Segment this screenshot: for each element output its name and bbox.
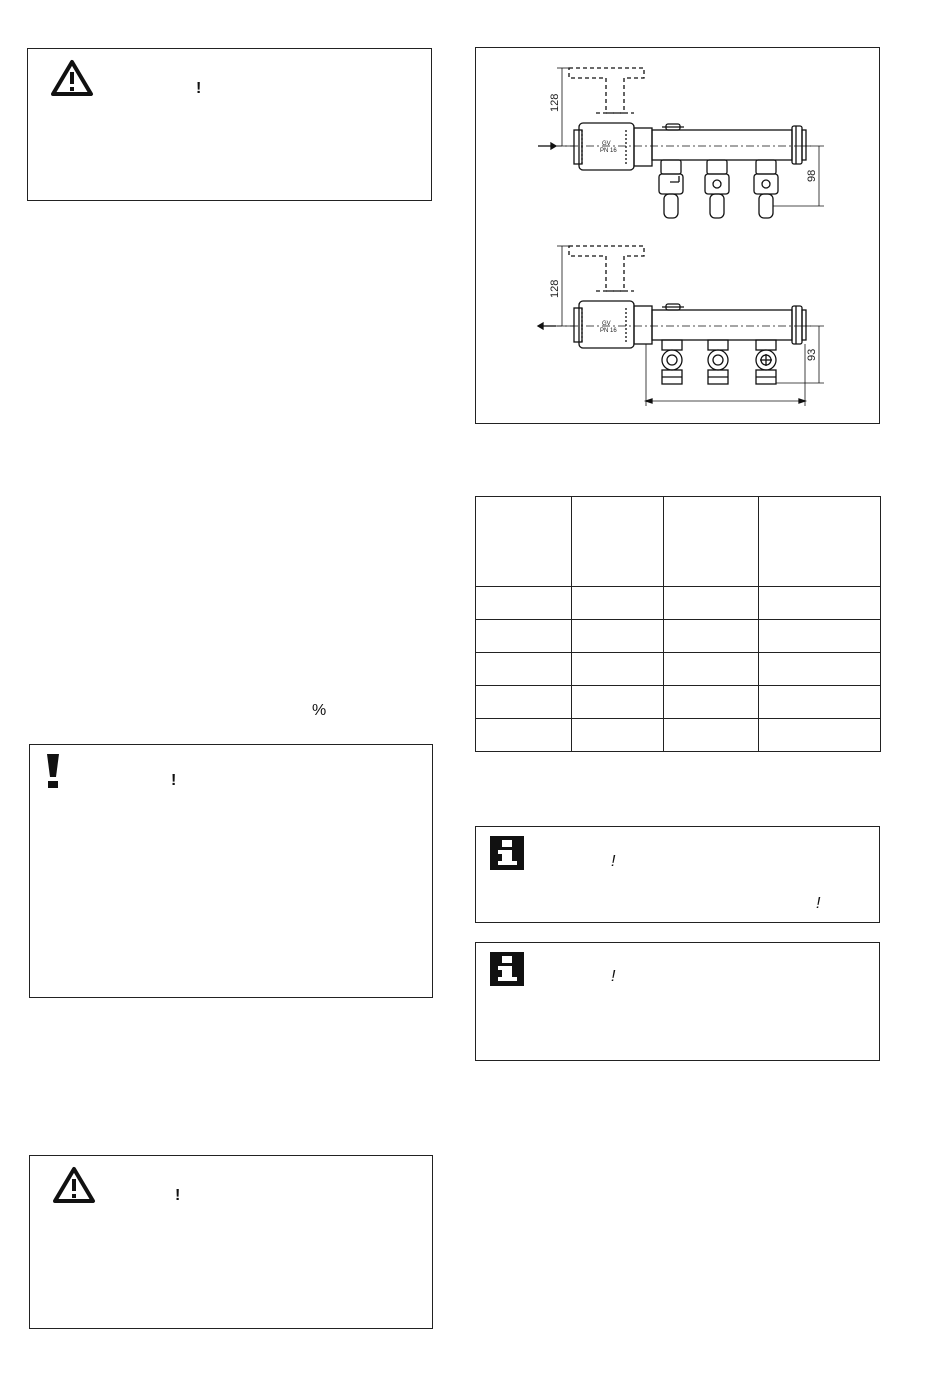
spec-table: [475, 496, 881, 752]
top-height-dimension: 128: [549, 93, 561, 112]
bottom-manifold: [538, 246, 824, 406]
table-row: [476, 686, 881, 719]
bottom-height-dimension: 128: [549, 279, 561, 298]
warning-box-bottom: [29, 1155, 433, 1329]
table-cell: [572, 587, 664, 620]
table-cell: [572, 686, 664, 719]
table-cell: [572, 719, 664, 752]
table-header-cell: [572, 497, 664, 587]
table-cell: [759, 686, 881, 719]
table-cell: [664, 719, 759, 752]
warning-box-top: [27, 48, 432, 201]
percent-sign: %: [312, 702, 327, 719]
warning-triangle-icon: [52, 1166, 96, 1204]
table-header-cell: [664, 497, 759, 587]
table-cell: [572, 620, 664, 653]
top-manifold: [538, 68, 824, 218]
info-box-top: [475, 826, 880, 923]
table-cell: [476, 686, 572, 719]
info-exclamation-title: !: [611, 853, 616, 870]
table-cell: [476, 620, 572, 653]
table-cell: [759, 653, 881, 686]
bottom-valve-marking-2: PN 16: [600, 328, 617, 334]
table-cell: [476, 587, 572, 620]
caution-exclamation: !: [171, 772, 177, 789]
table-row: [476, 620, 881, 653]
table-header-cell: [476, 497, 572, 587]
table-cell: [664, 653, 759, 686]
table-cell: [572, 653, 664, 686]
table-row: [476, 587, 881, 620]
caution-box: [29, 744, 433, 998]
table-cell: [476, 719, 572, 752]
table-cell: [759, 719, 881, 752]
table-cell: [664, 686, 759, 719]
table-cell: [759, 620, 881, 653]
info-exclamation-body: !: [816, 895, 821, 912]
bottom-spacing-dimension: 93: [806, 348, 818, 361]
top-valve-marking-2: PN 16: [600, 148, 617, 154]
table-cell: [664, 620, 759, 653]
info-exclamation-title: !: [611, 968, 616, 985]
warning-exclamation: !: [175, 1187, 181, 1204]
top-valve-marking-1: GV: [602, 141, 611, 147]
top-spacing-dimension: 98: [806, 169, 818, 182]
warning-triangle-icon: [50, 59, 94, 97]
table-cell: [476, 653, 572, 686]
manifold-figure: [475, 47, 880, 424]
manifold-drawing: [476, 48, 879, 423]
table-header-cell: [759, 497, 881, 587]
bottom-valve-marking-1: GV: [602, 321, 611, 327]
table-cell: [759, 587, 881, 620]
table-header-row: [476, 497, 881, 587]
table-row: [476, 653, 881, 686]
exclamation-icon: [45, 753, 61, 789]
info-box-bottom: [475, 942, 880, 1061]
warning-exclamation: !: [196, 80, 202, 97]
table-row: [476, 719, 881, 752]
info-icon: [490, 836, 524, 870]
info-icon: [490, 952, 524, 986]
table-cell: [664, 587, 759, 620]
